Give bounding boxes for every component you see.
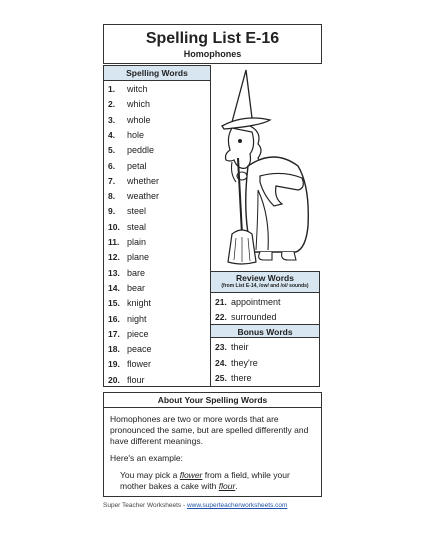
list-item xyxy=(211,294,319,310)
list-item xyxy=(104,113,210,128)
item-word: plane xyxy=(127,252,150,263)
witch-illustration xyxy=(212,66,320,269)
list-item xyxy=(104,250,210,265)
item-number: 17. xyxy=(108,328,120,339)
example-sentence xyxy=(120,470,315,492)
item-number: 4. xyxy=(108,129,116,140)
list-item xyxy=(104,266,210,281)
item-number: 18. xyxy=(108,344,120,355)
item-word: night xyxy=(127,313,147,324)
item-number: 7. xyxy=(108,175,116,186)
example-word-flour: flour xyxy=(218,481,236,491)
spelling-words-box xyxy=(103,65,211,387)
footer xyxy=(103,502,287,509)
list-item xyxy=(104,82,210,97)
list-item xyxy=(104,235,210,250)
about-box xyxy=(103,392,322,497)
footer-text: Super Teacher Worksheets - xyxy=(103,502,187,509)
item-word: steel xyxy=(127,206,147,217)
list-item xyxy=(211,355,319,371)
item-number: 11. xyxy=(108,237,120,247)
item-number: 9. xyxy=(108,206,116,217)
item-word: their xyxy=(231,342,249,352)
item-word: there xyxy=(231,373,252,383)
about-heading: About Your Spelling Words xyxy=(104,393,321,408)
item-number: 22. xyxy=(215,312,227,322)
item-word: petal xyxy=(127,160,147,171)
item-number: 3. xyxy=(108,114,116,125)
item-word: steal xyxy=(127,221,147,232)
item-word: peace xyxy=(127,344,152,355)
example-intro: Here's an example: xyxy=(110,453,183,463)
item-number: 2. xyxy=(108,99,116,110)
footer-link[interactable]: www.superteacherworksheets.com xyxy=(186,502,288,509)
about-paragraph: Homophones are two or more words that are pronounced the same, but are spelled differently and have different meanings. xyxy=(110,414,309,446)
item-word: flower xyxy=(127,359,152,370)
review-words-subheading: (from List E-14, /ow/ and /oi/ sounds) xyxy=(221,283,309,289)
spelling-words-heading: Spelling Words xyxy=(104,66,210,81)
item-number: 12. xyxy=(108,252,120,263)
item-word: bear xyxy=(127,282,146,293)
item-number: 16. xyxy=(108,313,120,324)
item-number: 25. xyxy=(215,373,227,383)
list-item xyxy=(104,281,210,296)
list-item xyxy=(104,312,210,327)
item-number: 6. xyxy=(108,160,116,171)
list-item xyxy=(104,128,210,143)
list-item xyxy=(104,204,210,219)
item-number: 15. xyxy=(108,298,120,309)
list-item xyxy=(104,143,210,158)
list-item xyxy=(211,339,319,355)
item-word: bare xyxy=(127,267,146,278)
item-word: whole xyxy=(127,114,151,125)
item-number: 21. xyxy=(215,297,227,307)
item-word: they're xyxy=(231,358,258,368)
page-subtitle: Homophones xyxy=(183,49,242,59)
item-word: whether xyxy=(127,175,160,186)
item-number: 1. xyxy=(108,84,116,94)
item-number: 13. xyxy=(108,267,120,278)
review-words-header xyxy=(211,272,319,293)
item-word: piece xyxy=(127,328,149,339)
item-number: 19. xyxy=(108,359,120,370)
title-box xyxy=(103,24,322,64)
item-word: flour xyxy=(127,374,145,385)
example-word-flower: flower xyxy=(179,470,203,480)
item-number: 5. xyxy=(108,145,116,156)
item-number: 10. xyxy=(108,221,120,232)
list-item xyxy=(211,309,319,325)
list-item xyxy=(104,159,210,174)
review-bonus-box xyxy=(210,271,320,387)
list-item xyxy=(104,342,210,357)
list-item xyxy=(104,327,210,342)
list-item xyxy=(104,373,210,388)
item-number: 24. xyxy=(215,358,227,368)
list-item xyxy=(104,97,210,112)
page-title: Spelling List E-16 xyxy=(145,30,280,47)
list-item xyxy=(104,357,210,372)
item-number: 20. xyxy=(108,374,120,385)
item-number: 14. xyxy=(108,282,120,293)
item-word: surrounded xyxy=(231,312,277,322)
item-word: appointment xyxy=(231,297,281,307)
item-word: weather xyxy=(127,191,160,202)
example-text: from a field, while your mother bakes a cake with xyxy=(120,470,290,491)
list-item xyxy=(211,370,319,386)
example-text: . xyxy=(235,481,238,491)
item-word: which xyxy=(127,99,151,110)
item-word: knight xyxy=(127,298,152,309)
item-word: witch xyxy=(127,84,148,94)
review-words-heading: Review Words xyxy=(236,273,294,283)
item-word: hole xyxy=(127,129,145,140)
list-item xyxy=(104,296,210,311)
list-item xyxy=(104,174,210,189)
item-word: peddle xyxy=(127,145,155,156)
bonus-words-heading: Bonus Words xyxy=(211,324,319,338)
item-number: 23. xyxy=(215,342,227,352)
list-item xyxy=(104,220,210,235)
example-text: You may pick a xyxy=(120,470,180,480)
item-number: 8. xyxy=(108,191,116,202)
item-word: plain xyxy=(127,237,147,247)
list-item xyxy=(104,189,210,204)
